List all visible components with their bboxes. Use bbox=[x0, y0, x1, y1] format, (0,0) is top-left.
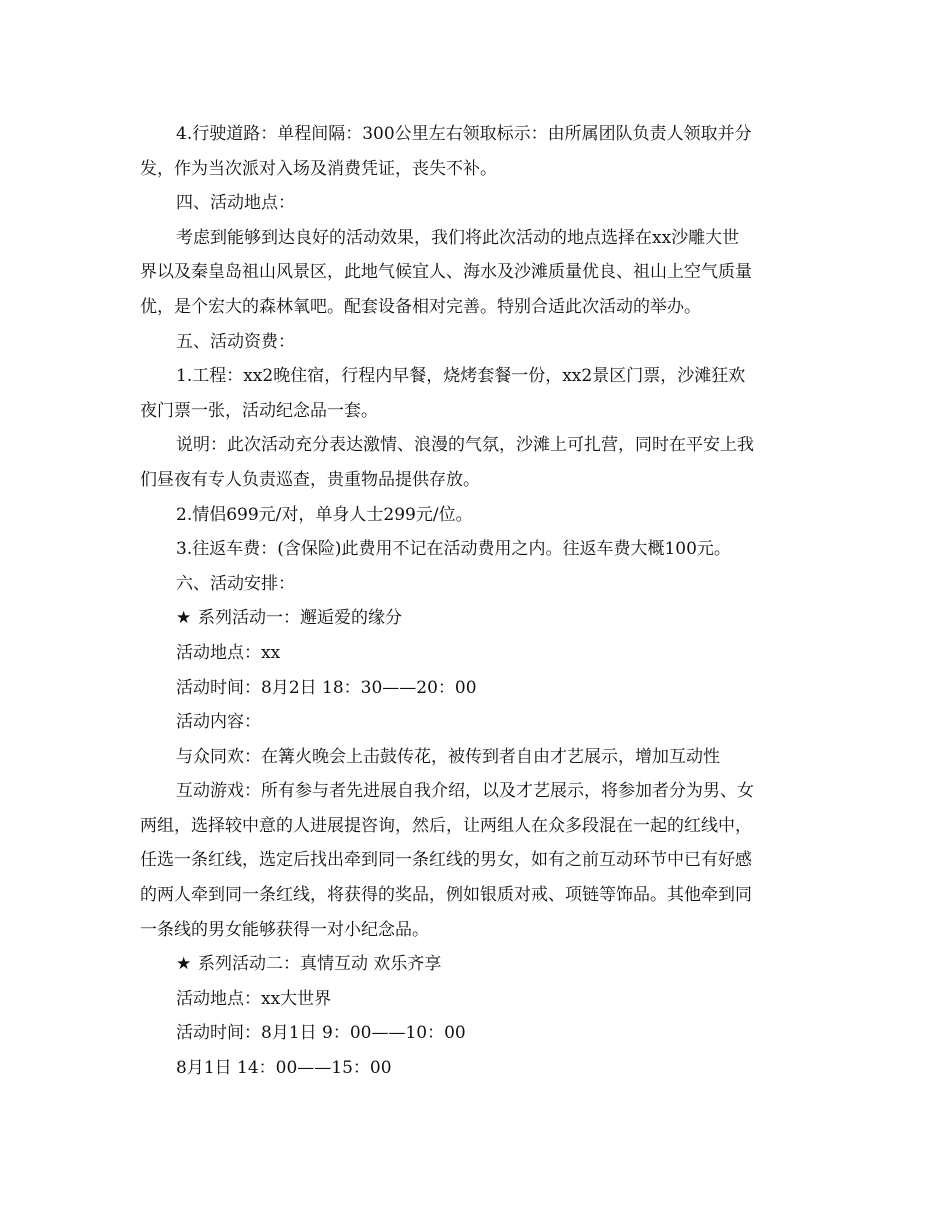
paragraph-line: 的两人牵到同一条红线，将获得的奖品，例如银质对戒、项链等饰品。其他牵到同 bbox=[140, 885, 752, 906]
paragraph-line: 两组，选择较中意的人进展提咨询，然后，让两组人在众多段混在一起的红线中， bbox=[140, 815, 752, 836]
paragraph-line: 活动地点：xx bbox=[176, 642, 281, 663]
activity-title: 系列活动二：真情互动 欢乐齐享 bbox=[198, 954, 442, 975]
activity-heading bbox=[140, 601, 812, 636]
section-heading: 六、活动安排： bbox=[176, 573, 295, 594]
activity-heading bbox=[140, 947, 812, 982]
paragraph-line: 夜门票一张，活动纪念品一套。 bbox=[140, 400, 378, 421]
star-icon: ★ bbox=[176, 608, 192, 629]
section-heading: 四、活动地点： bbox=[176, 193, 295, 214]
paragraph-line: 与众同欢：在篝火晚会上击鼓传花，被传到者自由才艺展示，增加互动性 bbox=[176, 746, 720, 767]
paragraph-line: 界以及秦皇岛祖山风景区，此地气候宜人、海水及沙滩质量优良、祖山上空气质量 bbox=[140, 262, 752, 283]
paragraph-line: 8月1日 14：00——15：00 bbox=[176, 1058, 392, 1079]
paragraph-line: 活动内容： bbox=[176, 712, 261, 733]
paragraph-line: 任选一条红线，选定后找出牵到同一条红线的男女，如有之前互动环节中已有好感 bbox=[140, 850, 752, 871]
paragraph-line: 活动时间：8月1日 9：00——10：00 bbox=[176, 1023, 466, 1044]
paragraph-line: 互动游戏：所有参与者先进展自我介绍，以及才艺展示，将参加者分为男、女 bbox=[176, 781, 754, 802]
paragraph-line: 4.行驶道路：单程间隔：300公里左右领取标示：由所属团队负责人领取并分 bbox=[176, 124, 752, 144]
paragraph-line: 2.情侣699元/对，单身人士299元/位。 bbox=[176, 504, 473, 525]
paragraph-line: 1.工程：xx2晚住宿，行程内早餐，烧烤套餐一份，xx2景区门票，沙滩狂欢 bbox=[176, 366, 746, 387]
star-icon: ★ bbox=[176, 954, 192, 975]
paragraph-line: 们昼夜有专人负责巡查，贵重物品提供存放。 bbox=[140, 469, 480, 490]
paragraph-line: 发，作为当次派对入场及消费凭证，丧失不补。 bbox=[140, 158, 497, 179]
document-body bbox=[140, 117, 812, 1086]
paragraph-line: 3.往返车费：(含保险)此费用不记在活动费用之内。往返车费大概100元。 bbox=[176, 539, 731, 560]
paragraph-line: 说明：此次活动充分表达激情、浪漫的气氛，沙滩上可扎营，同时在平安上我 bbox=[176, 435, 754, 456]
paragraph-line: 优，是个宏大的森林氧吧。配套设备相对完善。特别合适此次活动的举办。 bbox=[140, 296, 701, 317]
section-heading: 五、活动资费： bbox=[176, 331, 295, 352]
paragraph-line: 活动时间：8月2日 18：30——20：00 bbox=[176, 677, 477, 698]
paragraph-line: 一条线的男女能够获得一对小纪念品。 bbox=[140, 919, 429, 940]
paragraph-line: 活动地点：xx大世界 bbox=[176, 988, 332, 1009]
activity-title: 系列活动一：邂逅爱的缘分 bbox=[198, 608, 402, 629]
paragraph-line: 考虑到能够到达良好的活动效果，我们将此次活动的地点选择在xx沙雕大世 bbox=[176, 227, 740, 248]
